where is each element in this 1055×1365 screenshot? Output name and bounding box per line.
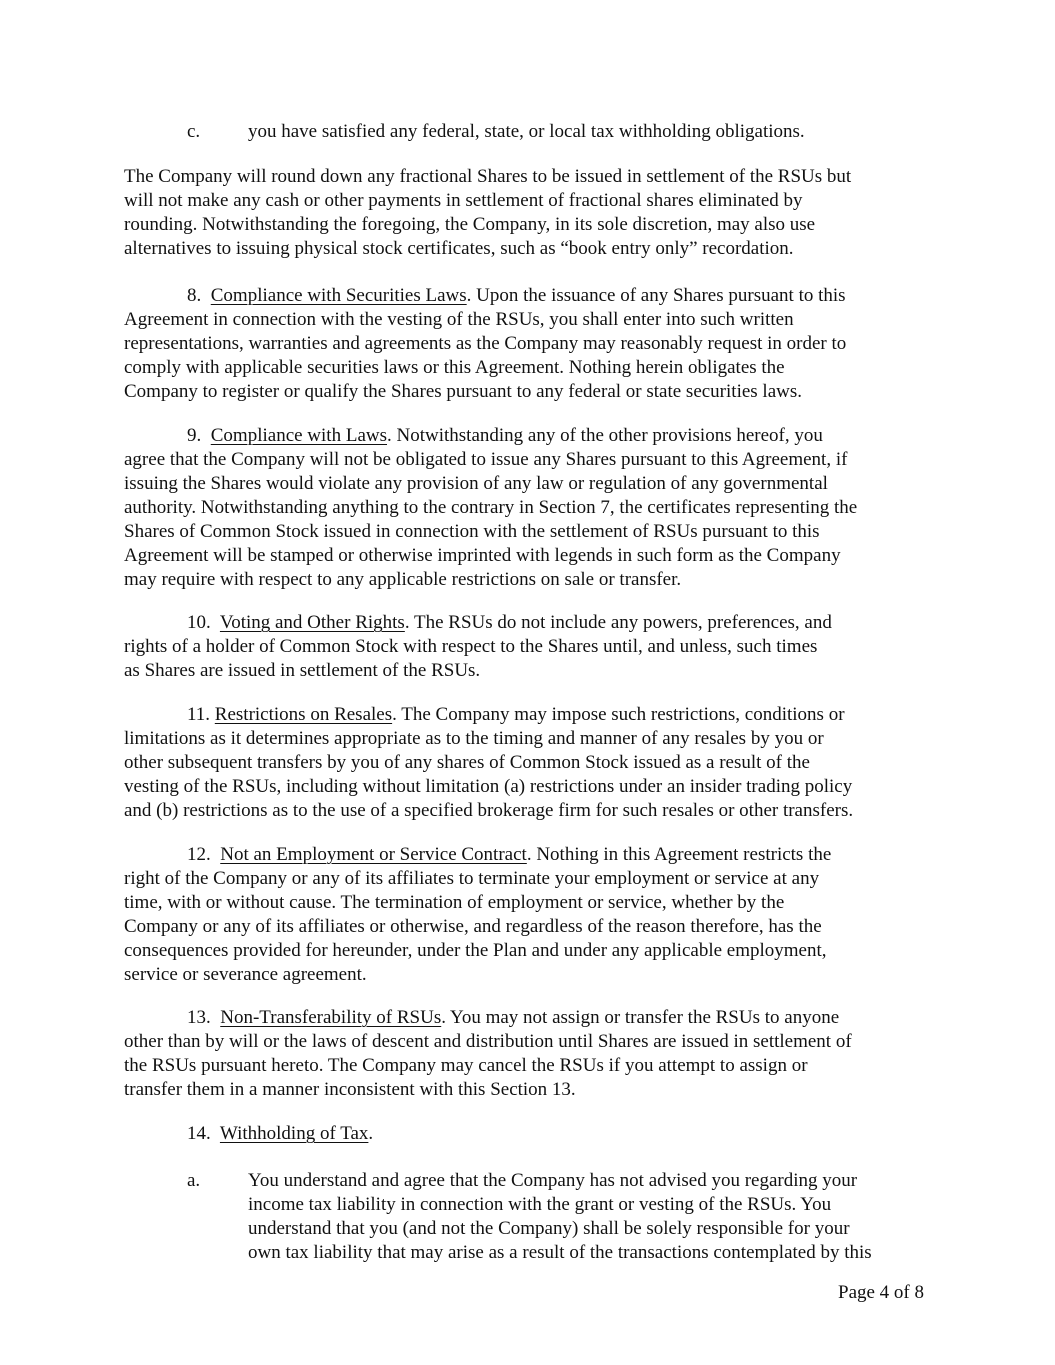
section-text: . You may not assign or transfer the RSUs to anyone xyxy=(441,1007,840,1028)
section-number: 8. xyxy=(187,285,202,306)
section-line: vesting of the RSUs, including without limitation (a) restrictions under an insider trading policy xyxy=(124,776,853,797)
item-a-text xyxy=(248,1169,938,1265)
paragraph-line: alternatives to issuing physical stock certificates, such as “book entry only” recordation. xyxy=(124,238,794,259)
section-number: 13. xyxy=(187,1007,211,1028)
item-c-label: c. xyxy=(187,121,201,142)
section-text: . The Company may impose such restrictions, conditions or xyxy=(392,704,845,725)
paragraph-line: The Company will round down any fractional Shares to be issued in settlement of the RSUs but xyxy=(124,166,852,187)
section-10 xyxy=(124,611,934,683)
section-line: rights of a holder of Common Stock with respect to the Shares until, and unless, such times xyxy=(124,636,818,657)
section-number: 10. xyxy=(187,612,211,633)
section-number: 11. xyxy=(187,704,211,725)
item-c-text: you have satisfied any federal, state, or local tax withholding obligations. xyxy=(248,121,805,142)
section-line: comply with applicable securities laws or this Agreement. Nothing herein obligates the xyxy=(124,357,785,378)
section-12 xyxy=(124,843,934,987)
section-line: time, with or without cause. The termination of employment or service, whether by the xyxy=(124,892,785,913)
item-a-label: a. xyxy=(187,1170,201,1191)
section-line: may require with respect to any applicable restrictions on sale or transfer. xyxy=(124,569,682,590)
paragraph-line: will not make any cash or other payments in settlement of fractional shares eliminated by xyxy=(124,190,803,211)
section-13 xyxy=(124,1006,934,1102)
item-a-line: own tax liability that may arise as a result of the transactions contemplated by this xyxy=(248,1242,872,1263)
section-text: . xyxy=(368,1123,374,1144)
section-text: . Upon the issuance of any Shares pursuant to this xyxy=(466,285,846,306)
section-9 xyxy=(124,424,934,592)
section-line: consequences provided for hereunder, under the Plan and under any applicable employment, xyxy=(124,940,827,961)
section-line: agree that the Company will not be obligated to issue any Shares pursuant to this Agreement, if xyxy=(124,449,848,470)
section-text: . Nothing in this Agreement restricts the xyxy=(526,844,832,865)
section-14 xyxy=(124,1122,934,1146)
section-heading: Not an Employment or Service Contract xyxy=(220,844,527,865)
section-heading: Restrictions on Resales xyxy=(214,704,393,725)
paragraph-rounding xyxy=(124,165,934,261)
section-line: Agreement in connection with the vesting of the RSUs, you shall enter into such written xyxy=(124,309,794,330)
section-8 xyxy=(124,284,934,404)
section-heading: Compliance with Securities Laws xyxy=(210,285,467,306)
section-line: transfer them in a manner inconsistent with this Section 13. xyxy=(124,1079,576,1100)
page-number: Page 4 of 8 xyxy=(838,1282,925,1303)
section-11 xyxy=(124,703,934,823)
section-heading: Non-Transferability of RSUs xyxy=(220,1007,442,1028)
section-text: . Notwithstanding any of the other provisions hereof, you xyxy=(387,425,823,446)
section-line: Agreement will be stamped or otherwise imprinted with legends in such form as the Company xyxy=(124,545,841,566)
section-heading: Voting and Other Rights xyxy=(219,612,405,633)
section-line: the RSUs pursuant hereto. The Company may cancel the RSUs if you attempt to assign or xyxy=(124,1055,808,1076)
section-line: Company or any of its affiliates or otherwise, and regardless of the reason therefore, has the xyxy=(124,916,822,937)
section-line: Company to register or qualify the Shares pursuant to any federal or state securities laws. xyxy=(124,381,802,402)
paragraph-line: rounding. Notwithstanding the foregoing, the Company, in its sole discretion, may also use xyxy=(124,214,816,235)
section-heading: Compliance with Laws xyxy=(210,425,387,446)
section-line: other subsequent transfers by you of any shares of Common Stock issued as a result of the xyxy=(124,752,810,773)
section-line: right of the Company or any of its affiliates to terminate your employment or service at any xyxy=(124,868,820,889)
section-line: as Shares are issued in settlement of the RSUs. xyxy=(124,660,481,681)
section-number: 9. xyxy=(187,425,202,446)
section-heading: Withholding of Tax xyxy=(219,1123,369,1144)
section-line: other than by will or the laws of descent and distribution until Shares are issued in settlement of xyxy=(124,1031,852,1052)
item-a-line: You understand and agree that the Company has not advised you regarding your xyxy=(248,1170,858,1191)
section-text: . The RSUs do not include any powers, preferences, and xyxy=(404,612,832,633)
section-number: 14. xyxy=(187,1123,211,1144)
section-line: and (b) restrictions as to the use of a specified brokerage firm for such resales or other transfers. xyxy=(124,800,854,821)
section-number: 12. xyxy=(187,844,211,865)
section-line: limitations as it determines appropriate as to the timing and manner of any resales by you or xyxy=(124,728,824,749)
section-line: authority. Notwithstanding anything to the contrary in Section 7, the certificates representing the xyxy=(124,497,858,518)
section-line: Shares of Common Stock issued in connection with the settlement of RSUs pursuant to this xyxy=(124,521,820,542)
item-a-line: income tax liability in connection with the grant or vesting of the RSUs. You xyxy=(248,1194,832,1215)
section-line: representations, warranties and agreements as the Company may reasonably request in order to xyxy=(124,333,847,354)
item-a-line: understand that you (and not the Company) shall be solely responsible for your xyxy=(248,1218,850,1239)
section-line: service or severance agreement. xyxy=(124,964,367,985)
section-line: issuing the Shares would violate any provision of any law or regulation of any governmental xyxy=(124,473,828,494)
